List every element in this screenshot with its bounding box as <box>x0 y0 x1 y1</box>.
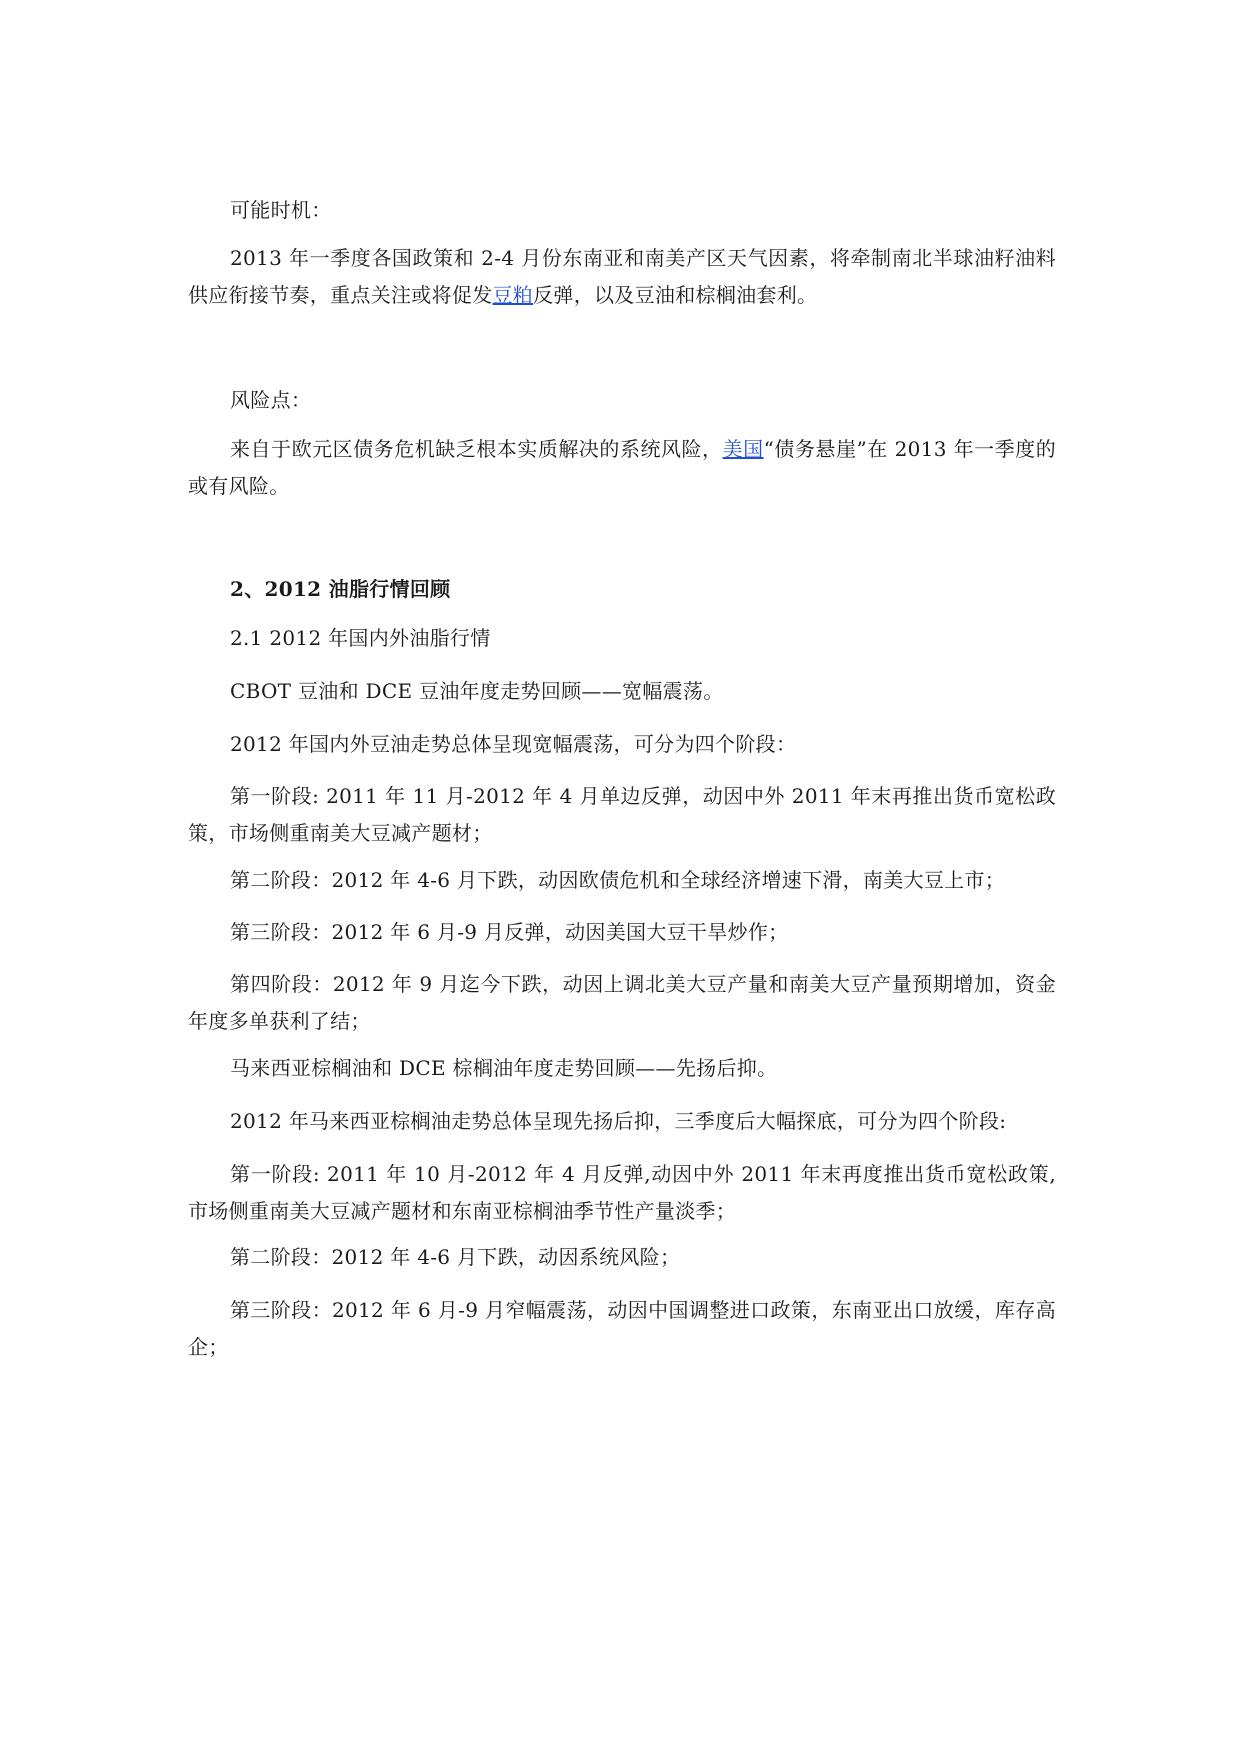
paragraph-text: “债务悬崖”在 2013 年一季度的或有风险。 <box>188 437 1057 498</box>
paragraph: 第一阶段: 2011 年 10 月-2012 年 4 月反弹,动因中外 2011 年末再度推出货币宽松政策,市场侧重南美大豆减产题材和东南亚棕榈油季节性产量淡季； <box>188 1162 1056 1223</box>
paragraph-text: 2013 年一季度各国政策和 2-4 月份东南亚和南美产区天气因素，将牵制南北半球油籽油料供应衔接节奏，重点关注或将促发 <box>188 246 1056 307</box>
link-soybean-meal[interactable]: 豆粕 <box>492 283 534 307</box>
section-label-timing: 可能时机： <box>230 198 332 222</box>
paragraph: 2012 年马来西亚棕榈油走势总体呈现先扬后抑，三季度后大幅探底，可分为四个阶段: <box>230 1109 1007 1133</box>
link-usa[interactable]: 美国 <box>722 437 764 461</box>
paragraph-timing <box>188 240 1056 314</box>
paragraph: 2012 年国内外豆油走势总体呈现宽幅震荡，可分为四个阶段： <box>230 732 797 756</box>
section-label-risk: 风险点： <box>230 388 312 412</box>
paragraph: 第三阶段：2012 年 6 月-9 月窄幅震荡，动因中国调整进口政策，东南亚出口放缓，库存高企； <box>188 1298 1056 1359</box>
subsection-heading: 2.1 2012 年国内外油脂行情 <box>230 626 491 650</box>
paragraph-text: 反弹，以及豆油和棕榈油套利。 <box>533 283 818 307</box>
paragraph-text: 来自于欧元区债务危机缺乏根本实质解决的系统风险， <box>230 437 723 461</box>
paragraph: 马来西亚棕榈油和 DCE 棕榈油年度走势回顾——先扬后抑。 <box>230 1056 778 1080</box>
paragraph: 第三阶段：2012 年 6 月-9 月反弹，动因美国大豆干旱炒作； <box>230 920 789 944</box>
paragraph: CBOT 豆油和 DCE 豆油年度走势回顾——宽幅震荡。 <box>230 679 724 703</box>
section-heading: 2、2012 油脂行情回顾 <box>230 577 451 601</box>
paragraph-risk <box>188 431 1056 505</box>
paragraph: 第一阶段: 2011 年 11 月-2012 年 4 月单边反弹，动因中外 2011 年末再推出货币宽松政策，市场侧重南美大豆减产题材； <box>188 784 1056 845</box>
paragraph: 第四阶段：2012 年 9 月迄今下跌，动因上调北美大豆产量和南美大豆产量预期增加，资金年度多单获利了结； <box>188 972 1056 1033</box>
paragraph: 第二阶段：2012 年 4-6 月下跌，动因欧债危机和全球经济增速下滑，南美大豆上市； <box>230 868 1006 892</box>
paragraph: 第二阶段：2012 年 4-6 月下跌，动因系统风险； <box>230 1245 681 1269</box>
